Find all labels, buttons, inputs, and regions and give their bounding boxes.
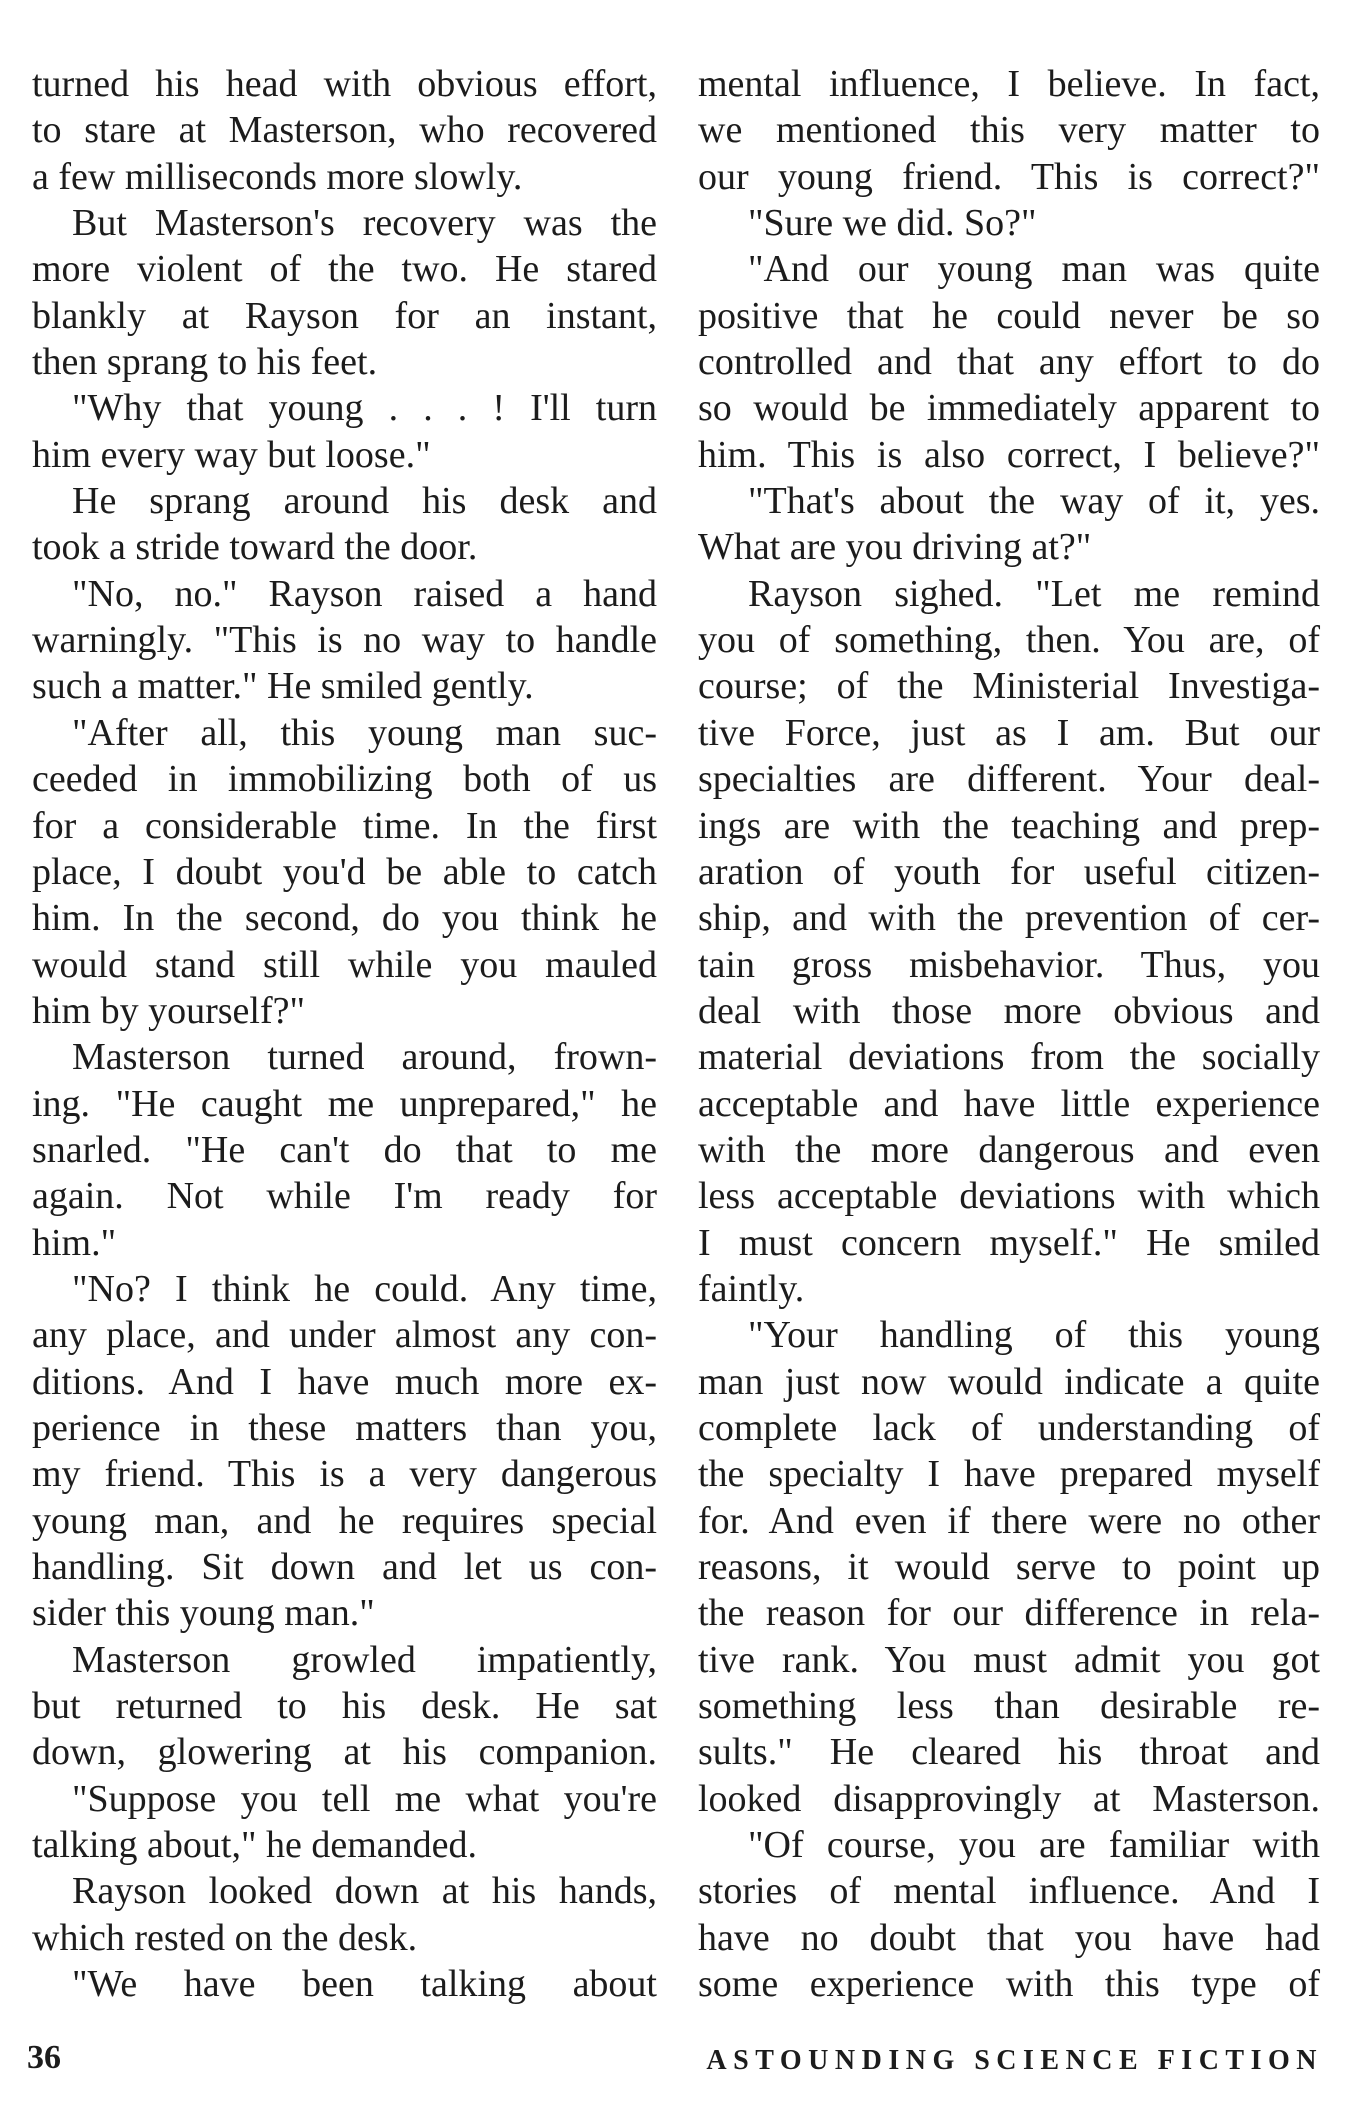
text-line: aration of youth for useful citizen- — [698, 850, 1320, 893]
text-line: specialties are different. Your deal- — [698, 758, 1320, 801]
text-line: "That's about the way of it, yes. — [748, 480, 1320, 523]
text-line: sider this young man." — [32, 1592, 375, 1635]
text-line: to stare at Masterson, who recovered — [32, 109, 657, 152]
text-line: warningly. "This is no way to handle — [32, 619, 657, 662]
text-line: down, glowering at his companion. — [32, 1731, 657, 1774]
text-line: ings are with the teaching and prep- — [698, 804, 1320, 847]
text-line: you of something, then. You are, of — [698, 619, 1320, 662]
text-line: we mentioned this very matter to — [698, 109, 1320, 152]
paragraph — [32, 1776, 657, 1869]
text-line: with the more dangerous and even — [698, 1128, 1320, 1171]
text-line: faintly. — [698, 1267, 805, 1310]
text-line: handling. Sit down and let us con- — [32, 1546, 657, 1588]
text-line: "No, no." Rayson raised a hand — [72, 572, 657, 615]
paragraph — [698, 200, 1320, 246]
text-line: him. This is also correct, I believe?" — [698, 433, 1320, 476]
text-line: then sprang to his feet. — [32, 341, 378, 384]
text-line: sults." He cleared his throat and — [698, 1731, 1320, 1774]
text-line: for a considerable time. In the first — [32, 804, 657, 847]
text-line: such a matter." He smiled gently. — [32, 665, 534, 708]
right-column — [698, 61, 1320, 2007]
text-line: "No? I think he could. Any time, — [72, 1267, 657, 1310]
text-line: turned his head with obvious effort, — [32, 63, 657, 105]
paragraph — [32, 385, 657, 478]
text-line: have no doubt that you have had — [698, 1916, 1320, 1959]
text-line: course; of the Ministerial Investiga- — [698, 665, 1320, 708]
text-line: snarled. "He can't do that to me — [32, 1128, 657, 1171]
text-line: But Masterson's recovery was the — [72, 202, 657, 245]
text-line: man just now would indicate a quite — [698, 1360, 1320, 1403]
text-line: ship, and with the prevention of cer- — [698, 897, 1320, 940]
text-line: for. And even if there were no other — [698, 1499, 1320, 1542]
text-line: so would be immediately apparent to — [698, 387, 1320, 430]
text-line: "Your handling of this young — [748, 1314, 1320, 1357]
text-line: him every way but loose." — [32, 433, 431, 476]
text-line: positive that he could never be so — [698, 294, 1320, 337]
paragraph — [32, 200, 657, 385]
text-line: our young friend. This is correct?" — [698, 155, 1320, 198]
text-line: I must concern myself." He smiled — [698, 1221, 1320, 1264]
paragraph — [698, 1312, 1320, 1822]
text-line: acceptable and have little experience — [698, 1082, 1320, 1125]
text-line: looked disapprovingly at Masterson. — [698, 1777, 1320, 1820]
text-line: stories of mental influence. And I — [698, 1870, 1320, 1913]
paragraph — [32, 710, 657, 1034]
text-line: less acceptable deviations with which — [698, 1175, 1320, 1218]
text-line: "Sure we did. So?" — [748, 202, 1037, 245]
text-line: young man, and he requires special — [32, 1499, 657, 1542]
text-line: blankly at Rayson for an instant, — [32, 294, 657, 337]
text-line: perience in these matters than you, — [32, 1406, 657, 1449]
text-line: "We have been talking about — [72, 1963, 657, 2006]
paragraph — [32, 478, 657, 571]
text-line: the specialty I have prepared myself — [698, 1453, 1320, 1496]
text-line: ing. "He caught me unprepared," he — [32, 1082, 657, 1125]
text-line: him." — [32, 1221, 117, 1264]
text-line: something less than desirable re- — [698, 1685, 1320, 1728]
text-line: "Of course, you are familiar with — [748, 1824, 1320, 1867]
page-number: 36 — [27, 2039, 61, 2076]
text-line: some experience with this type of — [698, 1963, 1320, 2006]
text-line: He sprang around his desk and — [72, 480, 657, 523]
left-column — [32, 61, 657, 2007]
text-line: Masterson turned around, frown- — [72, 1036, 657, 1079]
text-line: What are you driving at?" — [698, 526, 1092, 569]
text-line: deal with those more obvious and — [698, 989, 1320, 1032]
text-line: tive Force, just as I am. But our — [698, 711, 1320, 754]
paragraph — [698, 571, 1320, 1313]
text-line: complete lack of understanding of — [698, 1406, 1320, 1449]
text-line: tain gross misbehavior. Thus, you — [698, 943, 1320, 986]
paragraph — [32, 1868, 657, 1961]
running-footer-title: ASTOUNDING SCIENCE FICTION — [706, 2045, 1323, 2076]
paragraph — [32, 571, 657, 710]
text-line: talking about," he demanded. — [32, 1824, 477, 1867]
paragraph — [698, 478, 1320, 571]
text-line: tive rank. You must admit you got — [698, 1638, 1320, 1681]
text-line: a few milliseconds more slowly. — [32, 155, 523, 198]
text-line: ceeded in immobilizing both of us — [32, 758, 657, 801]
text-line: "And our young man was quite — [748, 248, 1320, 291]
text-line: material deviations from the socially — [698, 1036, 1320, 1079]
text-line: him. In the second, do you think he — [32, 897, 657, 940]
text-line: would stand still while you mauled — [32, 943, 657, 986]
text-line: controlled and that any effort to do — [698, 341, 1320, 384]
text-line: Rayson sighed. "Let me remind — [748, 572, 1320, 615]
text-line: my friend. This is a very dangerous — [32, 1453, 657, 1496]
paragraph — [32, 1637, 657, 1776]
text-line: place, I doubt you'd be able to catch — [32, 850, 657, 893]
text-line: "After all, this young man suc- — [72, 711, 657, 754]
text-line: but returned to his desk. He sat — [32, 1685, 657, 1728]
text-line: Masterson growled impatiently, — [72, 1638, 657, 1681]
text-line: the reason for our difference in rela- — [698, 1592, 1320, 1635]
text-line: more violent of the two. He stared — [32, 248, 657, 291]
text-line: any place, and under almost any con- — [32, 1314, 657, 1357]
text-line: Rayson looked down at his hands, — [72, 1870, 657, 1913]
paragraph — [32, 61, 657, 200]
paragraph — [32, 1034, 657, 1266]
text-line: "Why that young . . . ! I'll turn — [72, 387, 657, 430]
text-line: took a stride toward the door. — [32, 526, 478, 569]
text-line: him by yourself?" — [32, 989, 306, 1032]
paragraph — [32, 1961, 657, 2007]
paragraph — [698, 1822, 1320, 2007]
paragraph — [32, 1266, 657, 1637]
paragraph — [698, 61, 1320, 200]
text-line: "Suppose you tell me what you're — [72, 1777, 657, 1820]
text-line: which rested on the desk. — [32, 1916, 418, 1959]
paragraph — [698, 246, 1320, 478]
text-line: again. Not while I'm ready for — [32, 1175, 657, 1218]
text-line: mental influence, I believe. In fact, — [698, 63, 1320, 105]
text-line: ditions. And I have much more ex- — [32, 1360, 657, 1403]
text-line: reasons, it would serve to point up — [698, 1546, 1320, 1588]
